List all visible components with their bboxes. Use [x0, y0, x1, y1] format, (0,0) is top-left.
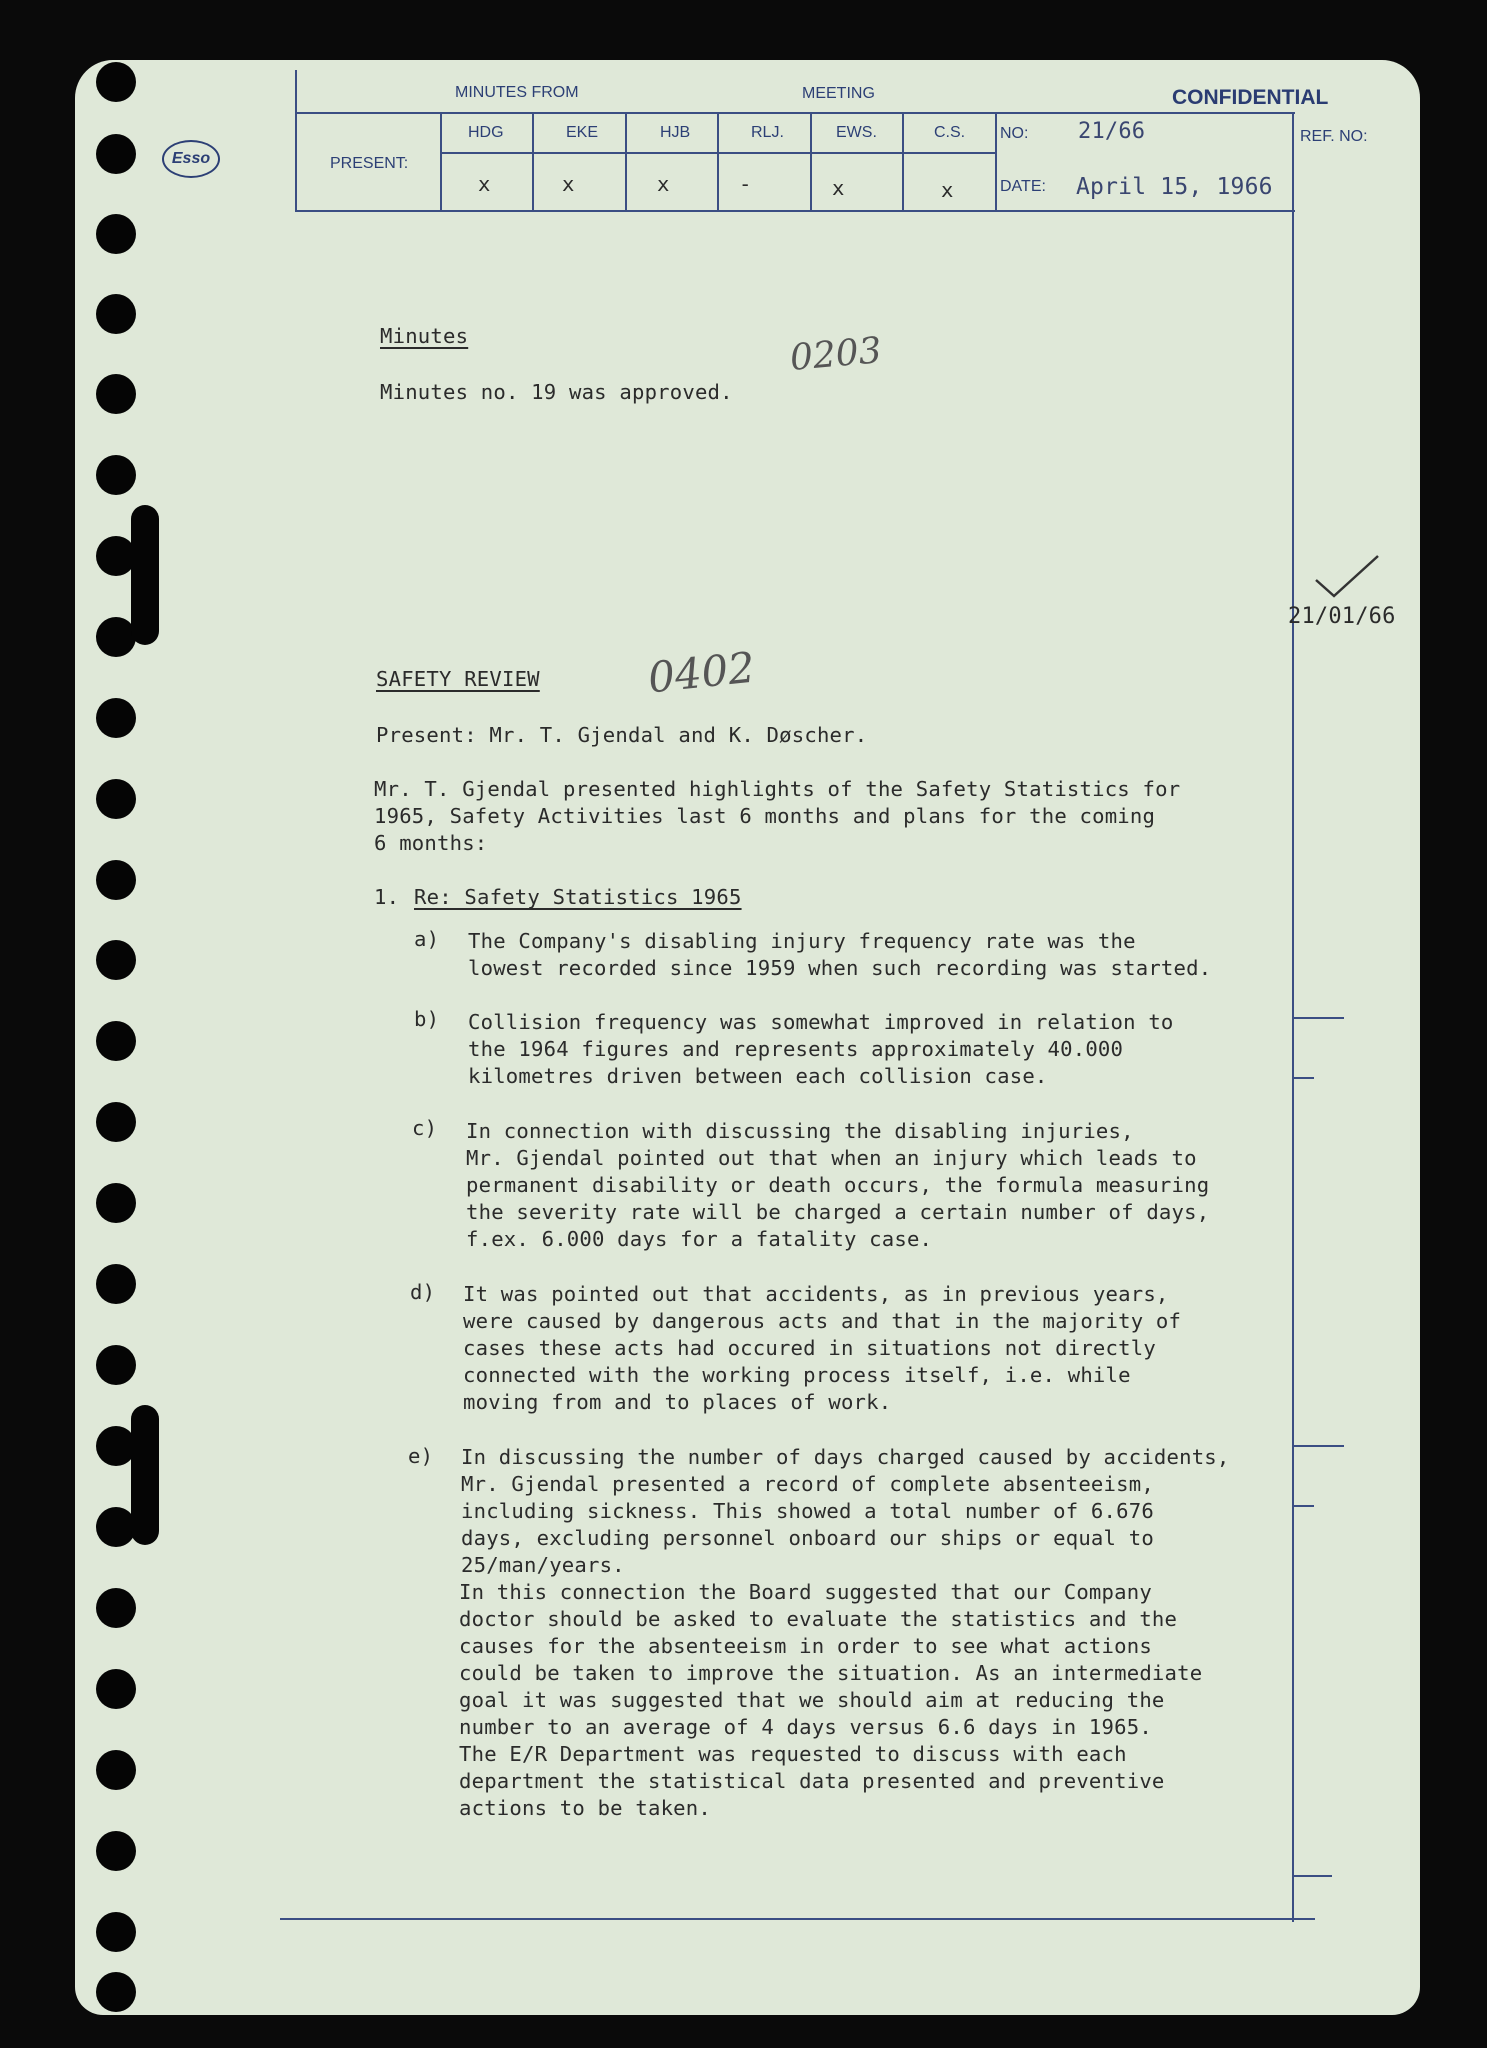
- binder-hole: [96, 1507, 136, 1547]
- form-line: [532, 112, 534, 210]
- minutes-text: Minutes no. 19 was approved.: [380, 380, 733, 404]
- safety-review-heading: SAFETY REVIEW: [376, 667, 540, 691]
- item-line: department the statistical data presented and preventive: [459, 1769, 1165, 1793]
- binder-hole: [96, 1021, 136, 1061]
- binder-tab: [131, 1405, 159, 1545]
- binder-hole: [96, 698, 136, 738]
- item-label: d): [410, 1280, 436, 1304]
- handwritten-code: 0203: [788, 330, 884, 379]
- form-line: [280, 1918, 1315, 1920]
- form-line: [902, 112, 904, 210]
- item-line: It was pointed out that accidents, as in previous years,: [463, 1282, 1169, 1306]
- item-line: were caused by dangerous acts and that in the majority of: [463, 1309, 1182, 1333]
- section-number: 1.: [374, 885, 400, 909]
- item-label: b): [414, 1007, 440, 1031]
- minutes-heading: Minutes: [380, 324, 469, 348]
- form-line: [295, 210, 1295, 212]
- item-line: including sickness. This showed a total number of 6.676: [461, 1499, 1154, 1523]
- date-label: DATE:: [1000, 178, 1046, 195]
- attendee-mark: x: [832, 176, 845, 200]
- binder-hole: [96, 1102, 136, 1142]
- margin-ref-annotation: 21/01/66: [1288, 604, 1396, 629]
- item-line: 25/man/years.: [461, 1553, 625, 1577]
- item-line: In connection with discussing the disabling injuries,: [466, 1119, 1134, 1143]
- binder-hole: [96, 1345, 136, 1385]
- binder-hole: [96, 455, 136, 495]
- attendee-code: RLJ.: [751, 124, 784, 141]
- item-line: connected with the working process itself, i.e. while: [463, 1363, 1131, 1387]
- attendee-mark: x: [941, 178, 954, 202]
- section-title: Re: Safety Statistics 1965: [414, 885, 742, 909]
- attendee-mark: x: [478, 172, 491, 196]
- item-line: cases these acts had occured in situations not directly: [463, 1336, 1156, 1360]
- no-value: 21/66: [1078, 119, 1146, 144]
- binder-hole: [96, 134, 136, 174]
- binder-hole: [96, 1831, 136, 1871]
- item-line: The E/R Department was requested to discuss with each: [459, 1742, 1127, 1766]
- item-line: moving from and to places of work.: [463, 1390, 892, 1414]
- item-line: the 1964 figures and represents approximately 40.000: [468, 1037, 1124, 1061]
- item-label: c): [412, 1116, 438, 1140]
- item-line: Mr. Gjendal pointed out that when an injury which leads to: [466, 1146, 1197, 1170]
- item-line: f.ex. 6.000 days for a fatality case.: [466, 1227, 933, 1251]
- binder-hole: [96, 940, 136, 980]
- form-line: [995, 112, 997, 210]
- handwritten-code: 0402: [645, 642, 758, 703]
- binder-hole: [96, 1912, 136, 1952]
- intro-line: 1965, Safety Activities last 6 months and plans for the coming: [374, 804, 1156, 828]
- item-line: permanent disability or death occurs, the formula measuring: [466, 1173, 1210, 1197]
- binder-hole: [96, 536, 136, 576]
- item-line: actions to be taken.: [459, 1796, 711, 1820]
- item-line: Collision frequency was somewhat improved in relation to: [468, 1010, 1174, 1034]
- binder-hole: [96, 1972, 136, 2012]
- item-line: The Company's disabling injury frequency rate was the: [468, 929, 1136, 953]
- item-line: the severity rate will be charged a certain number of days,: [466, 1200, 1210, 1224]
- no-label: NO:: [1000, 125, 1029, 142]
- item-line: doctor should be asked to evaluate the statistics and the: [459, 1607, 1178, 1631]
- ref-no-label: REF. NO:: [1300, 128, 1368, 145]
- item-line: causes for the absenteeism in order to see what actions: [459, 1634, 1152, 1658]
- item-line: In discussing the number of days charged caused by accidents,: [461, 1445, 1230, 1469]
- binder-hole: [96, 1750, 136, 1790]
- item-line: days, excluding personnel onboard our ships or equal to: [461, 1526, 1154, 1550]
- item-line: could be taken to improve the situation. As an intermediate: [459, 1661, 1203, 1685]
- esso-logo-text: Esso: [171, 150, 211, 167]
- margin-tick: [1292, 1077, 1314, 1079]
- binder-hole: [96, 1669, 136, 1709]
- binder-hole: [96, 214, 136, 254]
- binder-hole: [96, 294, 136, 334]
- item-label: e): [408, 1444, 434, 1468]
- binder-hole: [96, 1588, 136, 1628]
- form-line: [717, 112, 719, 210]
- margin-tick: [1292, 1505, 1314, 1507]
- item-line: kilometres driven between each collision case.: [468, 1064, 1048, 1088]
- form-line: [295, 112, 1295, 114]
- form-line: [440, 112, 442, 210]
- binder-hole: [96, 860, 136, 900]
- margin-tick: [1292, 1875, 1332, 1877]
- form-line: [295, 70, 297, 210]
- present-line: Present: Mr. T. Gjendal and K. Døscher.: [376, 723, 868, 747]
- item-line: In this connection the Board suggested that our Company: [459, 1580, 1152, 1604]
- attendee-mark: -: [739, 172, 752, 196]
- binder-hole: [96, 617, 136, 657]
- binder-hole: [96, 1426, 136, 1466]
- date-value: April 15, 1966: [1076, 174, 1273, 200]
- confidential-label: CONFIDENTIAL: [1172, 86, 1329, 109]
- minutes-from-label: MINUTES FROM: [455, 84, 579, 101]
- meeting-label: MEETING: [802, 85, 875, 102]
- form-line: [625, 112, 627, 210]
- intro-line: 6 months:: [374, 831, 488, 855]
- esso-logo: [162, 140, 220, 178]
- item-label: a): [414, 927, 440, 951]
- intro-line: Mr. T. Gjendal presented highlights of the Safety Statistics for: [374, 777, 1181, 801]
- attendee-mark: x: [657, 172, 670, 196]
- margin-tick: [1292, 1017, 1344, 1019]
- item-line: number to an average of 4 days versus 6.6 days in 1965.: [459, 1715, 1152, 1739]
- attendee-mark: x: [562, 172, 575, 196]
- margin-tick: [1292, 1445, 1344, 1447]
- attendee-code: HJB: [660, 124, 691, 141]
- item-line: goal it was suggested that we should aim at reducing the: [459, 1688, 1165, 1712]
- binder-hole: [96, 779, 136, 819]
- item-line: Mr. Gjendal presented a record of complete absenteeism,: [461, 1472, 1154, 1496]
- attendee-code: EWS.: [836, 124, 877, 141]
- binder-hole: [96, 1183, 136, 1223]
- attendee-code: C.S.: [934, 124, 966, 141]
- binder-hole: [96, 374, 136, 414]
- item-line: lowest recorded since 1959 when such recording was started.: [468, 956, 1212, 980]
- binder-hole: [96, 1264, 136, 1304]
- binder-tab: [131, 505, 159, 645]
- attendee-code: HDG: [468, 124, 504, 141]
- form-line: [810, 112, 812, 210]
- present-label: PRESENT:: [330, 155, 409, 172]
- check-mark: [1312, 552, 1382, 602]
- attendee-code: EKE: [566, 124, 599, 141]
- binder-hole: [96, 62, 136, 102]
